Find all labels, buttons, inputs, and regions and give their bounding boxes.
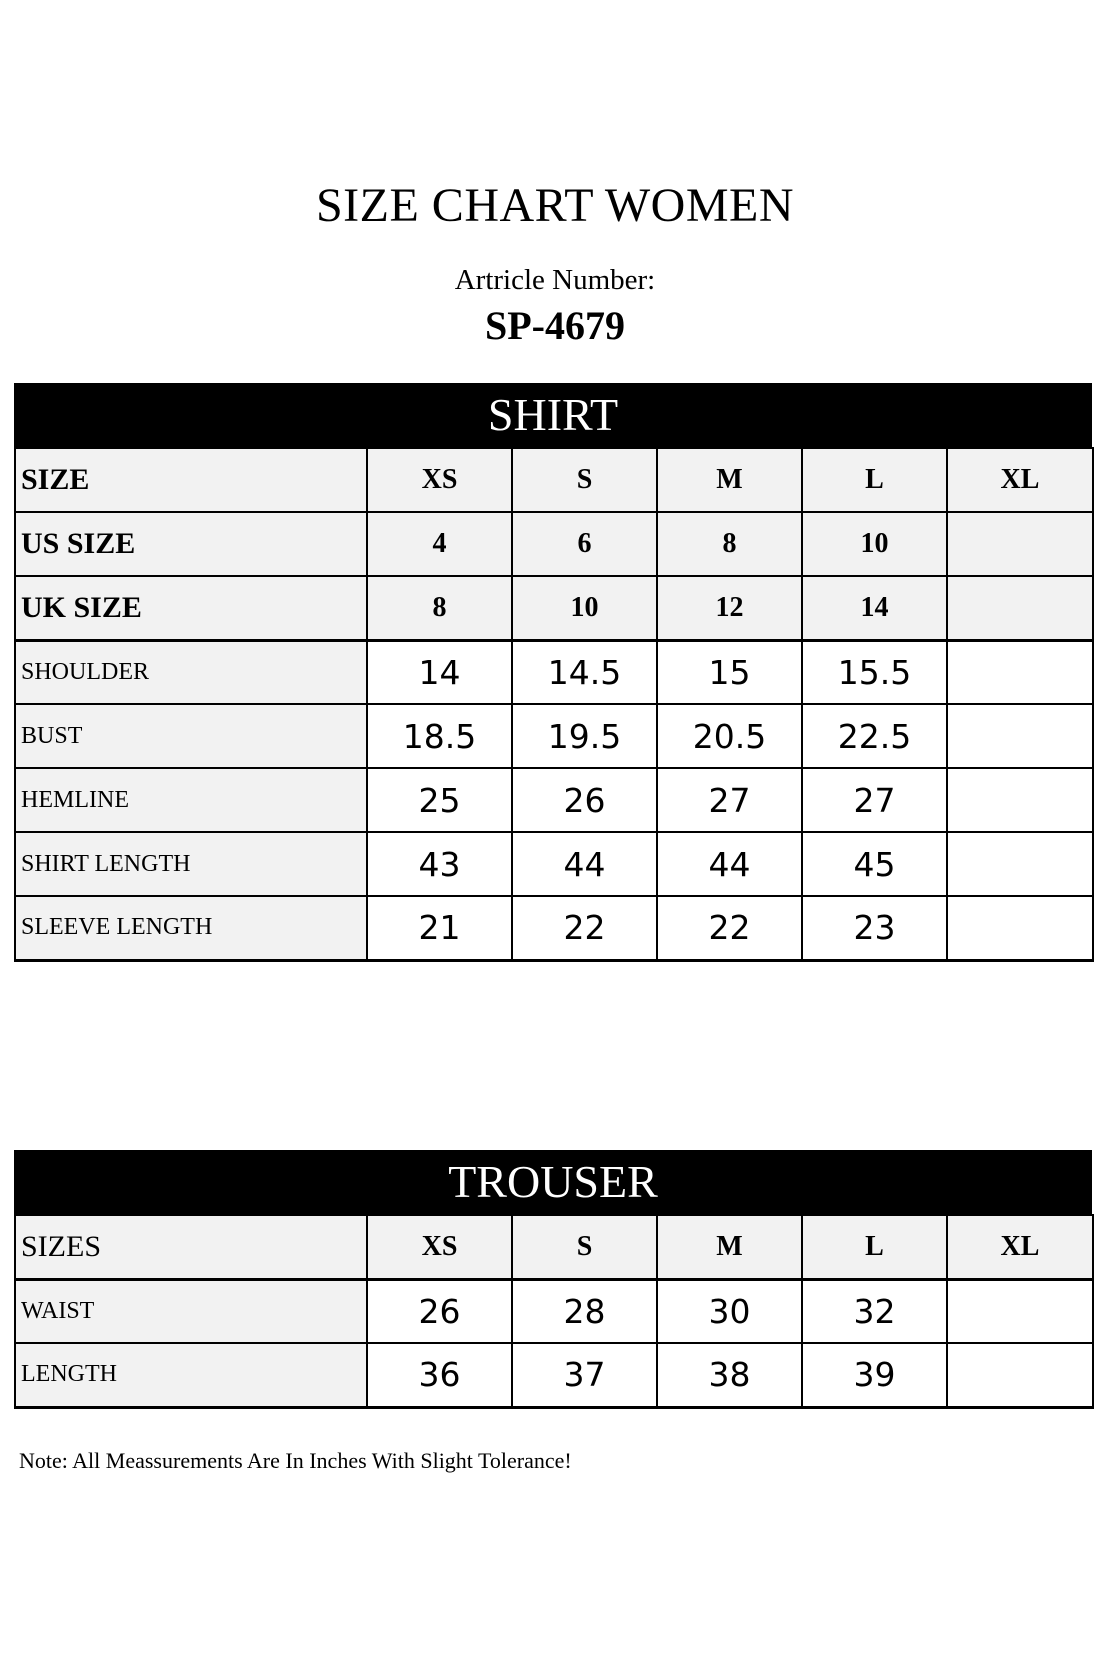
measurement-cell: 22 [512,896,657,960]
measurement-cell: 19.5 [512,704,657,768]
measurement-cell [947,832,1093,896]
shirt-size-row [15,448,1093,512]
row-label: BUST [15,704,367,768]
measurement-cell: 15.5 [802,640,947,704]
measurement-cell: 26 [512,768,657,832]
shirt-uk-size-row [15,576,1093,640]
size-cell: XS [367,1215,512,1279]
row-label: HEMLINE [15,768,367,832]
measurement-cell: 44 [657,832,802,896]
measurement-cell: 28 [512,1279,657,1343]
measurement-cell: 38 [657,1343,802,1407]
table-row [15,1343,1093,1407]
measurement-note: Note: All Meassurements Are In Inches With Slight Tolerance! [19,1448,572,1473]
row-label: LENGTH [15,1343,367,1407]
table-row [15,896,1093,960]
trouser-section-title: TROUSER [14,1150,1092,1214]
shirt-us-size-row [15,512,1093,576]
row-label: WAIST [15,1279,367,1343]
measurement-cell: 21 [367,896,512,960]
measurement-cell: 14 [367,640,512,704]
table-row [15,640,1093,704]
uk-size-cell: 10 [512,576,657,640]
trouser-size-table [14,1150,1092,1409]
measurement-cell: 30 [657,1279,802,1343]
uk-size-cell: 14 [802,576,947,640]
table-row [15,704,1093,768]
us-size-cell: 4 [367,512,512,576]
page-title: SIZE CHART WOMEN [315,179,794,232]
size-cell: M [657,448,802,512]
us-size-cell: 8 [657,512,802,576]
measurement-cell: 15 [657,640,802,704]
measurement-cell: 44 [512,832,657,896]
measurement-cell [947,768,1093,832]
size-cell: XL [947,448,1093,512]
size-cell: S [512,448,657,512]
measurement-cell: 36 [367,1343,512,1407]
row-label: UK SIZE [15,576,367,640]
us-size-cell: 6 [512,512,657,576]
row-label: US SIZE [15,512,367,576]
uk-size-cell: 8 [367,576,512,640]
measurement-cell: 26 [367,1279,512,1343]
row-label: SHOULDER [15,640,367,704]
article-number-label: Artricle Number: [454,264,656,296]
measurement-cell: 45 [802,832,947,896]
size-cell: XS [367,448,512,512]
shirt-section-title: SHIRT [14,383,1092,447]
measurement-cell: 22.5 [802,704,947,768]
table-row [15,832,1093,896]
measurement-cell: 27 [802,768,947,832]
row-label: SLEEVE LENGTH [15,896,367,960]
measurement-cell: 25 [367,768,512,832]
measurement-cell: 18.5 [367,704,512,768]
size-cell: XL [947,1215,1093,1279]
measurement-cell [947,1343,1093,1407]
shirt-size-table [14,383,1092,962]
measurement-cell: 23 [802,896,947,960]
us-size-cell: 10 [802,512,947,576]
table-row [15,768,1093,832]
uk-size-cell [947,576,1093,640]
row-label: SIZE [15,448,367,512]
measurement-cell: 22 [657,896,802,960]
article-number: SP-4679 [485,303,625,348]
uk-size-cell: 12 [657,576,802,640]
measurement-cell: 20.5 [657,704,802,768]
row-label: SIZES [15,1215,367,1279]
trouser-size-row [15,1215,1093,1279]
measurement-cell [947,896,1093,960]
size-cell: L [802,1215,947,1279]
measurement-cell: 43 [367,832,512,896]
measurement-cell: 39 [802,1343,947,1407]
size-cell: L [802,448,947,512]
size-cell: S [512,1215,657,1279]
measurement-cell [947,640,1093,704]
measurement-cell: 14.5 [512,640,657,704]
measurement-cell: 27 [657,768,802,832]
table-row [15,1279,1093,1343]
size-cell: M [657,1215,802,1279]
measurement-cell: 32 [802,1279,947,1343]
measurement-cell: 37 [512,1343,657,1407]
measurement-cell [947,704,1093,768]
row-label: SHIRT LENGTH [15,832,367,896]
measurement-cell [947,1279,1093,1343]
us-size-cell [947,512,1093,576]
